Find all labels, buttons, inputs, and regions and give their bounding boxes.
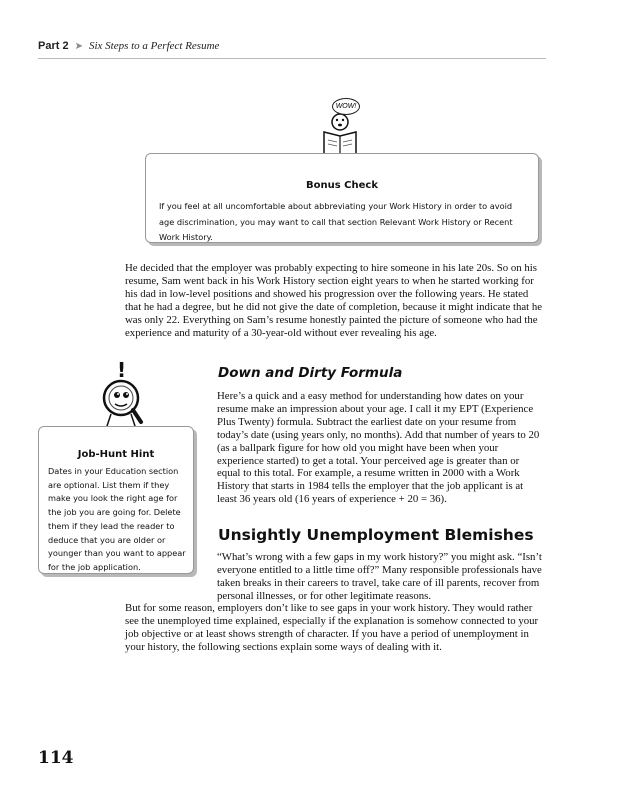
wow-speech-bubble (332, 98, 360, 115)
running-head (38, 40, 546, 59)
bonus-check-title: Bonus Check (306, 180, 378, 191)
job-hunt-hint-title: Job-Hunt Hint (77, 449, 155, 460)
job-hunt-hint-box (38, 426, 194, 574)
formula-paragraph: Here’s a quick and a easy method for understanding how dates on your resume make an impression about your age. I call it my EPT (Experience Plus Twenty) formula. Subtract the earliest date on your resume from today’s date (using years only, no months). Add that number of years to 20 (as a ballpark figure for how old you might have been when your experience started) to get a total. Your perceived age is greater than or equal to this total. For example, a resume written in 2000 with a Work History that starts in 1984 tells the employer that the job applicant is at least 36 years old (16 years of experience + 20 = 36). (217, 390, 540, 506)
part-label: Part 2 (38, 40, 69, 52)
arrow-icon: ➤ (74, 41, 83, 52)
intro-paragraph: He decided that the employer was probably expecting to hire someone in his late 20s. So on his resume, Sam went back in his Work History section eight years to when he started working for his dad in low-level positions and showed his progression over the following years. He stated that he had a degree, but he did not give the date of completion, because it might indicate that he was only 22. Everything on Sam’s resume honestly painted the picture of someone who had the experience and maturity of a 30-year-old without ever revealing his age. (125, 262, 543, 339)
formula-heading: Down and Dirty Formula (218, 365, 403, 381)
page-number: 114 (38, 748, 74, 768)
wow-text: WOW! (335, 103, 357, 110)
unemployment-paragraph-continued: But for some reason, employers don’t like to see gaps in your work history. They would rather see the unemployed time explained, especially if the explanation is somehow connected to your job objective or at least shows strength of character. If you have a period of unemployment in your history, the following sections explain some ways of dealing with it. (125, 602, 539, 653)
unemployment-heading: Unsightly Unemployment Blemishes (218, 526, 534, 544)
bonus-check-box (145, 153, 539, 243)
job-hunt-hint-text: Dates in your Education section are optional. List them if they make you look the right age for the job you are going for. Delete them if they lead the reader to deduce that you are older or younger than you want to appear for the job application. (48, 466, 186, 572)
unemployment-paragraph: “What’s wrong with a few gaps in my work history?” you might ask. “Isn’t everyone entitled to a little time off?” Many responsible professionals have taken breaks in their careers to travel, take care of ill parents, recover from personal illnesses, or for other legitimate reasons. (217, 551, 542, 602)
bonus-check-text: If you feel at all uncomfortable about abbreviating your Work History in order to avoid age discrimination, you may want to call that section Relevant Work History or Recent Work History. (159, 201, 513, 242)
chapter-title: Six Steps to a Perfect Resume (88, 40, 220, 52)
exclamation-mark: ! (117, 358, 127, 382)
